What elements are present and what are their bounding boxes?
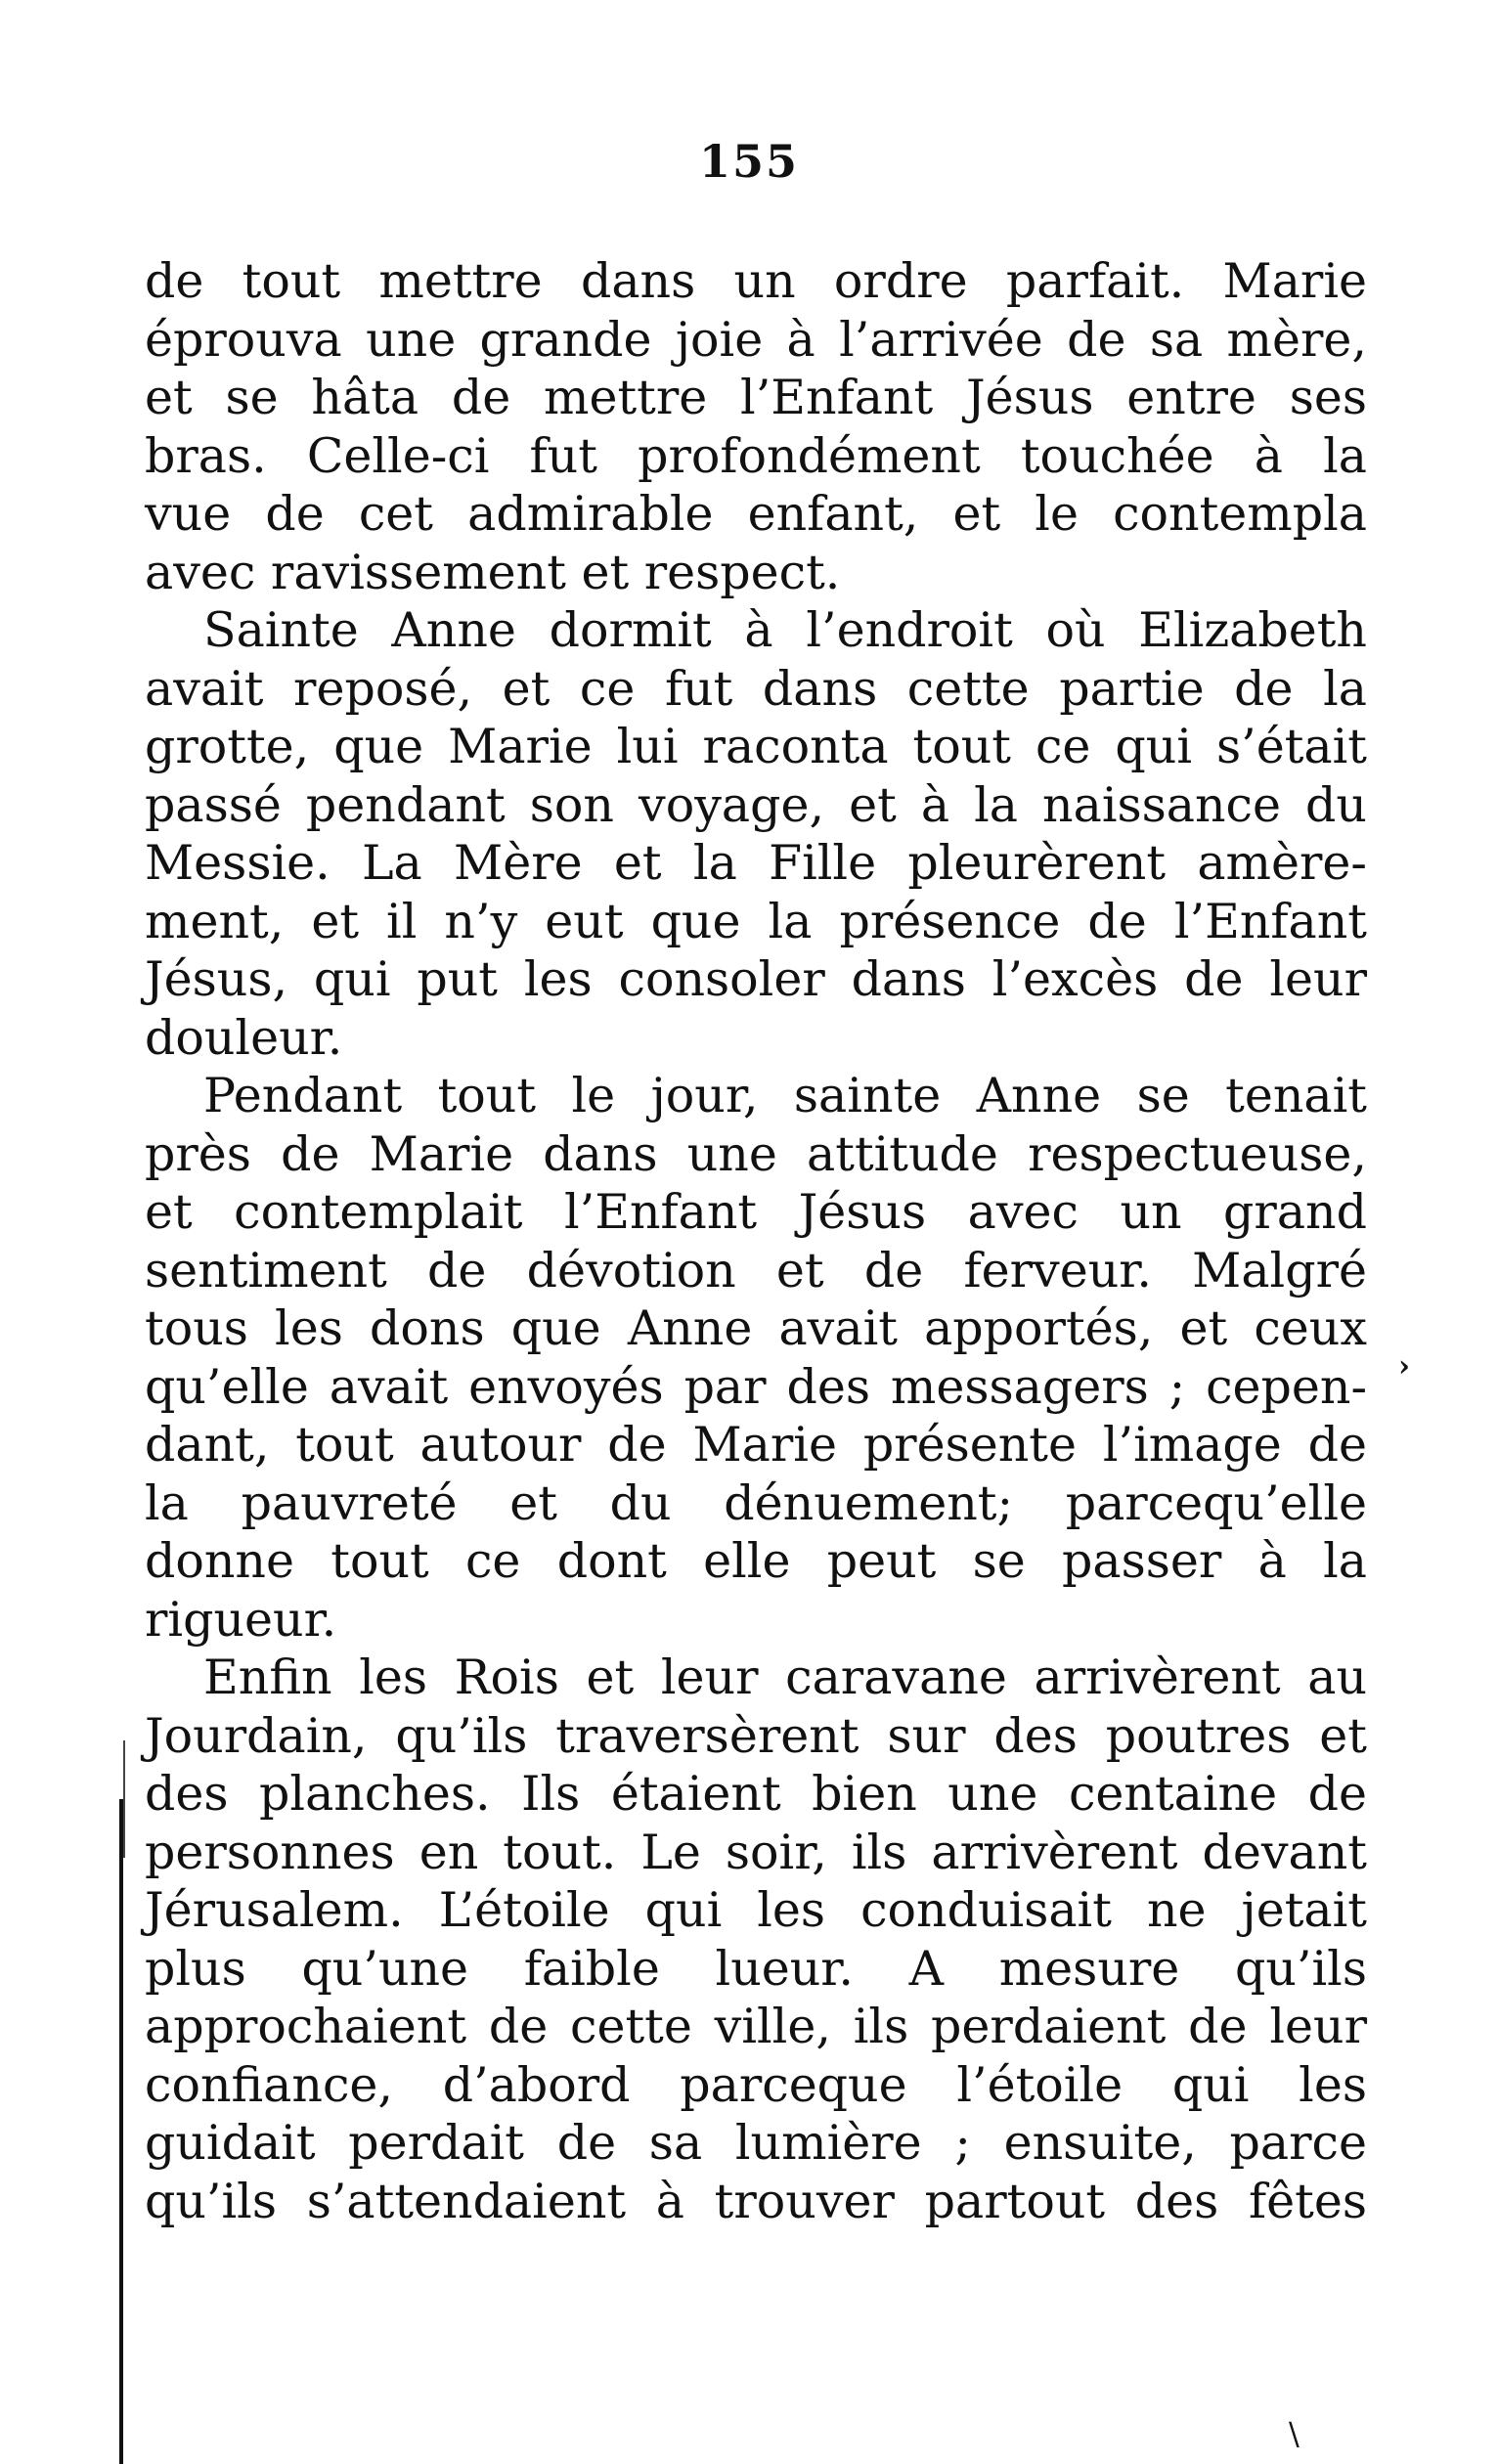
text-line: avait reposé, et ce fut dans cette partie de la: [145, 660, 1367, 717]
stray-mark: ›: [1398, 1349, 1410, 1384]
text-line: bras. Celle-ci fut profondément touchée à la: [145, 427, 1367, 484]
text-line: Pendant tout le jour, sainte Anne se tenait: [203, 1068, 1367, 1123]
paragraph: [145, 1067, 1367, 1649]
text-line: ment, et il n’y eut que la présence de l’Enfant: [145, 893, 1367, 949]
text-line: Jérusalem. L’étoile qui les conduisait ne jetait: [145, 1882, 1367, 1938]
paragraph: [145, 1649, 1367, 2230]
text-line: la pauvreté et du dénuement; parcequ’elle: [145, 1474, 1367, 1531]
text-line: dant, tout autour de Marie présente l’image de: [145, 1417, 1367, 1473]
text-line: Messie. La Mère et la Fille pleurèrent amère-: [145, 835, 1367, 891]
margin-rule: [119, 1799, 123, 2464]
text-line: approchaient de cette ville, ils perdaient de leur: [145, 1999, 1367, 2054]
text-line: éprouva une grande joie à l’arrivée de sa mère,: [145, 311, 1367, 368]
text-line: et se hâta de mettre l’Enfant Jésus entre ses: [145, 370, 1367, 425]
stray-mark: \: [1289, 2415, 1300, 2452]
text-line: Sainte Anne dormit à l’endroit où Elizabeth: [203, 602, 1367, 658]
margin-rule-thin: [123, 1740, 125, 1858]
page-number: 155: [698, 135, 800, 188]
text-line: près de Marie dans une attitude respectueuse,: [145, 1125, 1367, 1182]
text-line: douleur.: [145, 1009, 343, 1066]
paragraph: [145, 601, 1367, 1067]
text-line: tous les dons que Anne avait apportés, et ceux: [145, 1300, 1367, 1356]
text-line: passé pendant son voyage, et à la naissance du: [145, 776, 1367, 833]
text-line: confiance, d’abord parceque l’étoile qui les: [145, 2056, 1367, 2113]
text-line: de tout mettre dans un ordre parfait. Marie: [145, 253, 1367, 309]
text-line: Jourdain, qu’ils traversèrent sur des poutres et: [145, 1707, 1367, 1764]
body-text: [145, 252, 1367, 2230]
text-line: qu’ils s’attendaient à trouver partout des fêtes: [145, 2173, 1367, 2229]
paragraph: [145, 252, 1367, 601]
text-line: avec ravissement et respect.: [145, 544, 841, 600]
text-line: Enfin les Rois et leur caravane arrivèrent au: [203, 1650, 1367, 1705]
text-line: grotte, que Marie lui raconta tout ce qui s’était: [145, 719, 1367, 774]
text-line: sentiment de dévotion et de ferveur. Malgré: [145, 1242, 1367, 1298]
text-line: Jésus, qui put les consoler dans l’excès de leur: [145, 951, 1367, 1007]
text-line: qu’elle avait envoyés par des messagers ; cepen-: [145, 1358, 1367, 1415]
text-line: guidait perdait de sa lumière ; ensuite, parce: [145, 2115, 1367, 2171]
text-line: plus qu’une faible lueur. A mesure qu’ils: [145, 1940, 1367, 1997]
text-line: personnes en tout. Le soir, ils arrivèrent devant: [145, 1824, 1367, 1880]
text-line: donne tout ce dont elle peut se passer à la: [145, 1533, 1367, 1589]
text-line: et contemplait l’Enfant Jésus avec un grand: [145, 1184, 1367, 1240]
text-line: vue de cet admirable enfant, et le contempla: [145, 486, 1367, 542]
text-line: rigueur.: [145, 1591, 337, 1648]
text-line: des planches. Ils étaient bien une centaine de: [145, 1766, 1367, 1822]
